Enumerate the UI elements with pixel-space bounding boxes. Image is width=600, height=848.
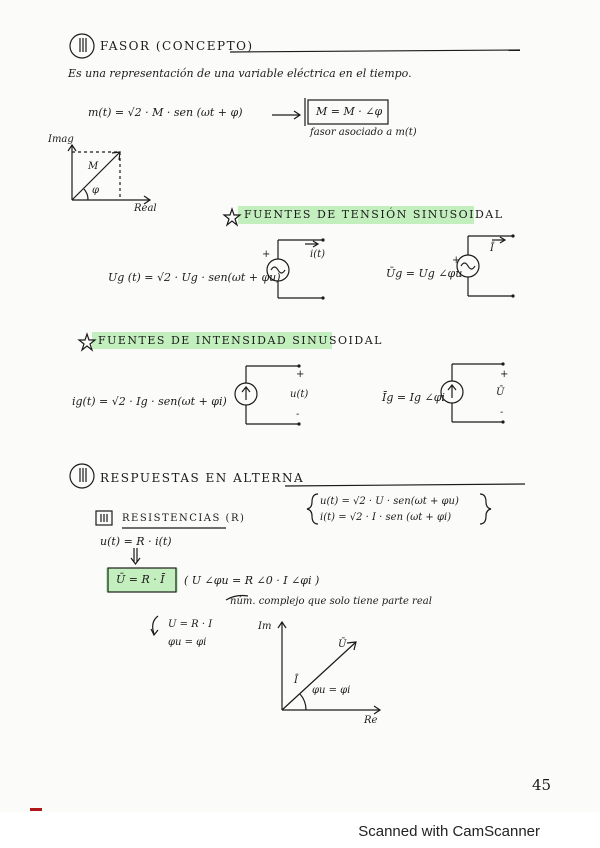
fasor-formula: m(t) = √2 · M · sen (ωt + φ) [88,106,243,119]
current-source-voltage-label: u(t) [290,389,309,400]
scanner-watermark: Scanned with CamScanner [358,823,540,840]
result-phase: φu = φi [168,637,207,648]
section1-title: FASOR (CONCEPTO) [100,39,254,53]
voltage-phasor-plus: + [452,255,461,266]
real-number-note: núm. complejo que solo tiene parte real [230,596,432,607]
fasor-phasor: M = M · ∠φ [316,105,383,118]
expanded-ohm-law: ( U ∠φu = R ∠0 · I ∠φi ) [184,574,320,587]
current-source-formula: ig(t) = √2 · Ig · sen(ωt + φi) [72,395,227,408]
voltage-source-formula: Ug (t) = √2 · Ug · sen(ωt + φu) [108,271,281,284]
resistances-title: RESISTENCIAS (R) [122,513,246,524]
axis-im-label: Im [258,621,272,632]
axis-real-label: Real [134,203,157,214]
fasor-definition: Es una representación de una variable eléctrica en el tiempo. [68,67,412,80]
current-phasor-minus: - [500,407,504,418]
result-magnitude: U = R · I [168,619,213,630]
vector-u-label: Ū [338,639,347,650]
phase-equal-label: φu = φi [312,685,351,696]
voltage-source-plus: + [262,249,271,260]
fasor-note: fasor asociado a m(t) [310,127,417,138]
current-phasor-plus: + [500,369,509,380]
current-sources-title: FUENTES DE INTENSIDAD SINUSOIDAL [98,334,383,347]
scanner-footer [0,812,600,848]
red-ink-mark [30,808,42,811]
vector-m-label: M [88,161,99,172]
star-icon [224,209,240,225]
section-marker-icon [70,34,94,58]
current-phasor-voltage: Ū [496,387,505,398]
voltage-phasor-current: Ī [490,243,494,254]
system-line-2: i(t) = √2 · I · sen (ωt + φi) [320,512,452,523]
section2-title: RESPUESTAS EN ALTERNA [100,471,305,485]
angle-phi-label: φ [92,185,100,196]
axis-re-label: Re [364,715,378,726]
current-source-minus: - [296,409,300,420]
axis-imag-label: Imag [48,134,74,145]
voltage-sources-title: FUENTES DE TENSIÓN SINUSOIDAL [244,208,504,221]
phasor-ohm-law: Ū = R · Ī [116,573,165,586]
ohm-law: u(t) = R · i(t) [100,535,172,548]
star-icon-2 [79,334,95,350]
vector-i-label: Ī [294,675,298,686]
current-source-plus: + [296,369,305,380]
system-line-1: u(t) = √2 · U · sen(ωt + φu) [320,496,459,507]
section-marker-icon-2 [70,464,94,488]
page-number: 45 [532,776,552,794]
current-source-phasor: Īg = Ig ∠φi [382,391,445,404]
voltage-source-phasor: Ūg = Ug ∠φu [386,267,463,280]
voltage-source-current-label: i(t) [310,249,326,260]
